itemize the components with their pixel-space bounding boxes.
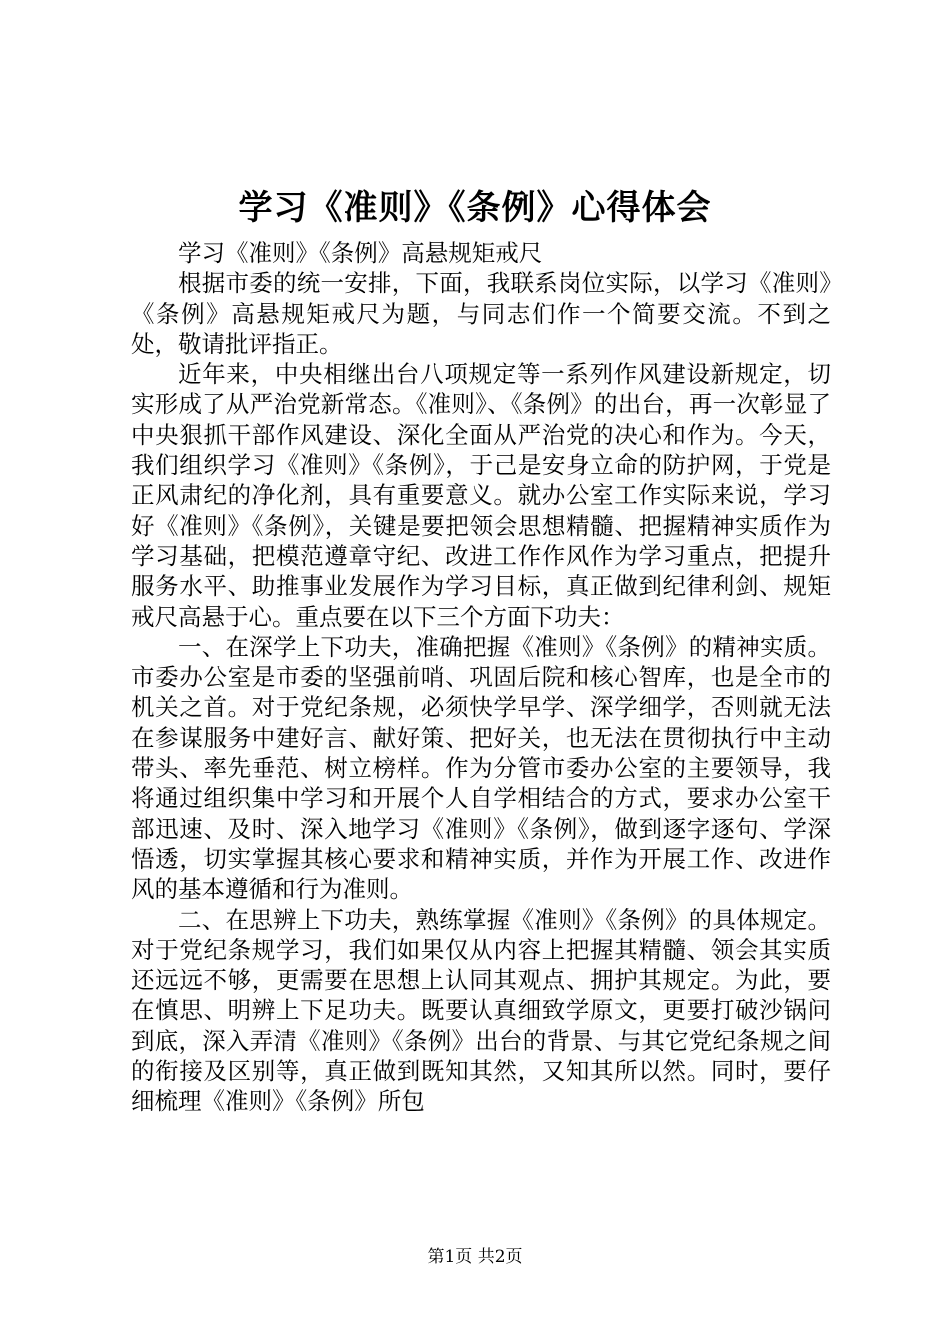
page-footer: 第1页 共2页 xyxy=(427,1247,523,1267)
paragraph-intro: 根据市委的统一安排，下面，我联系岗位实际，以学习《准则》《条例》高悬规矩戒尺为题，与同志们作一个简要交流。不到之处，敬请批评指正。 xyxy=(131,269,831,358)
paragraph-point-one: 一、在深学上下功夫，准确把握《准则》《条例》的精神实质。市委办公室是市委的坚强前哨、巩固后院和核心智库，也是全市的机关之首。对于党纪条规，必须快学早学、深学细学，否则就无法在参谋服务中建好言、献好策、把好关，也无法在贯彻执行中主动带头、率先垂范、树立榜样。作为分管市委办公室的主要领导，我将通过组织集中学习和开展个人自学相结合的方式，要求办公室干部迅速、及时、深入地学习《准则》《条例》，做到逐字逐句、学深悟透，切实掌握其核心要求和精神实质，并作为开展工作、改进作风的基本遵循和行为准则。 xyxy=(131,632,831,904)
paragraph-point-two: 二、在思辨上下功夫，熟练掌握《准则》《条例》的具体规定。对于党纪条规学习，我们如果仅从内容上把握其精髓、领会其实质还远远不够，更需要在思想上认同其观点、拥护其规定。为此，要在慎思、明辨上下足功夫。既要认真细致学原文，更要打破沙锅问到底，深入弄清《准则》《条例》出台的背景、与其它党纪条规之间的衔接及区别等，真正做到既知其然，又知其所以然。同时，要仔细梳理《准则》《条例》所包 xyxy=(131,905,831,1116)
document-body xyxy=(131,238,831,1117)
subtitle-line: 学习《准则》《条例》高悬规矩戒尺 xyxy=(178,239,543,267)
paragraph-background: 近年来，中央相继出台八项规定等一系列作风建设新规定，切实形成了从严治党新常态。《准则》、《条例》的出台，再一次彰显了中央狠抓干部作风建设、深化全面从严治党的决心和作为。今天，我们组织学习《准则》《条例》，于己是安身立命的防护网，于党是正风肃纪的净化剂，具有重要意义。就办公室工作实际来说，学习好《准则》《条例》，关键是要把领会思想精髓、把握精神实质作为学习基础，把模范遵章守纪、改进工作作风作为学习重点，把提升服务水平、助推事业发展作为学习目标，真正做到纪律利剑、规矩戒尺高悬于心。重点要在以下三个方面下功夫： xyxy=(131,360,831,631)
document-title: 学习《准则》《条例》心得体会 xyxy=(238,188,712,228)
